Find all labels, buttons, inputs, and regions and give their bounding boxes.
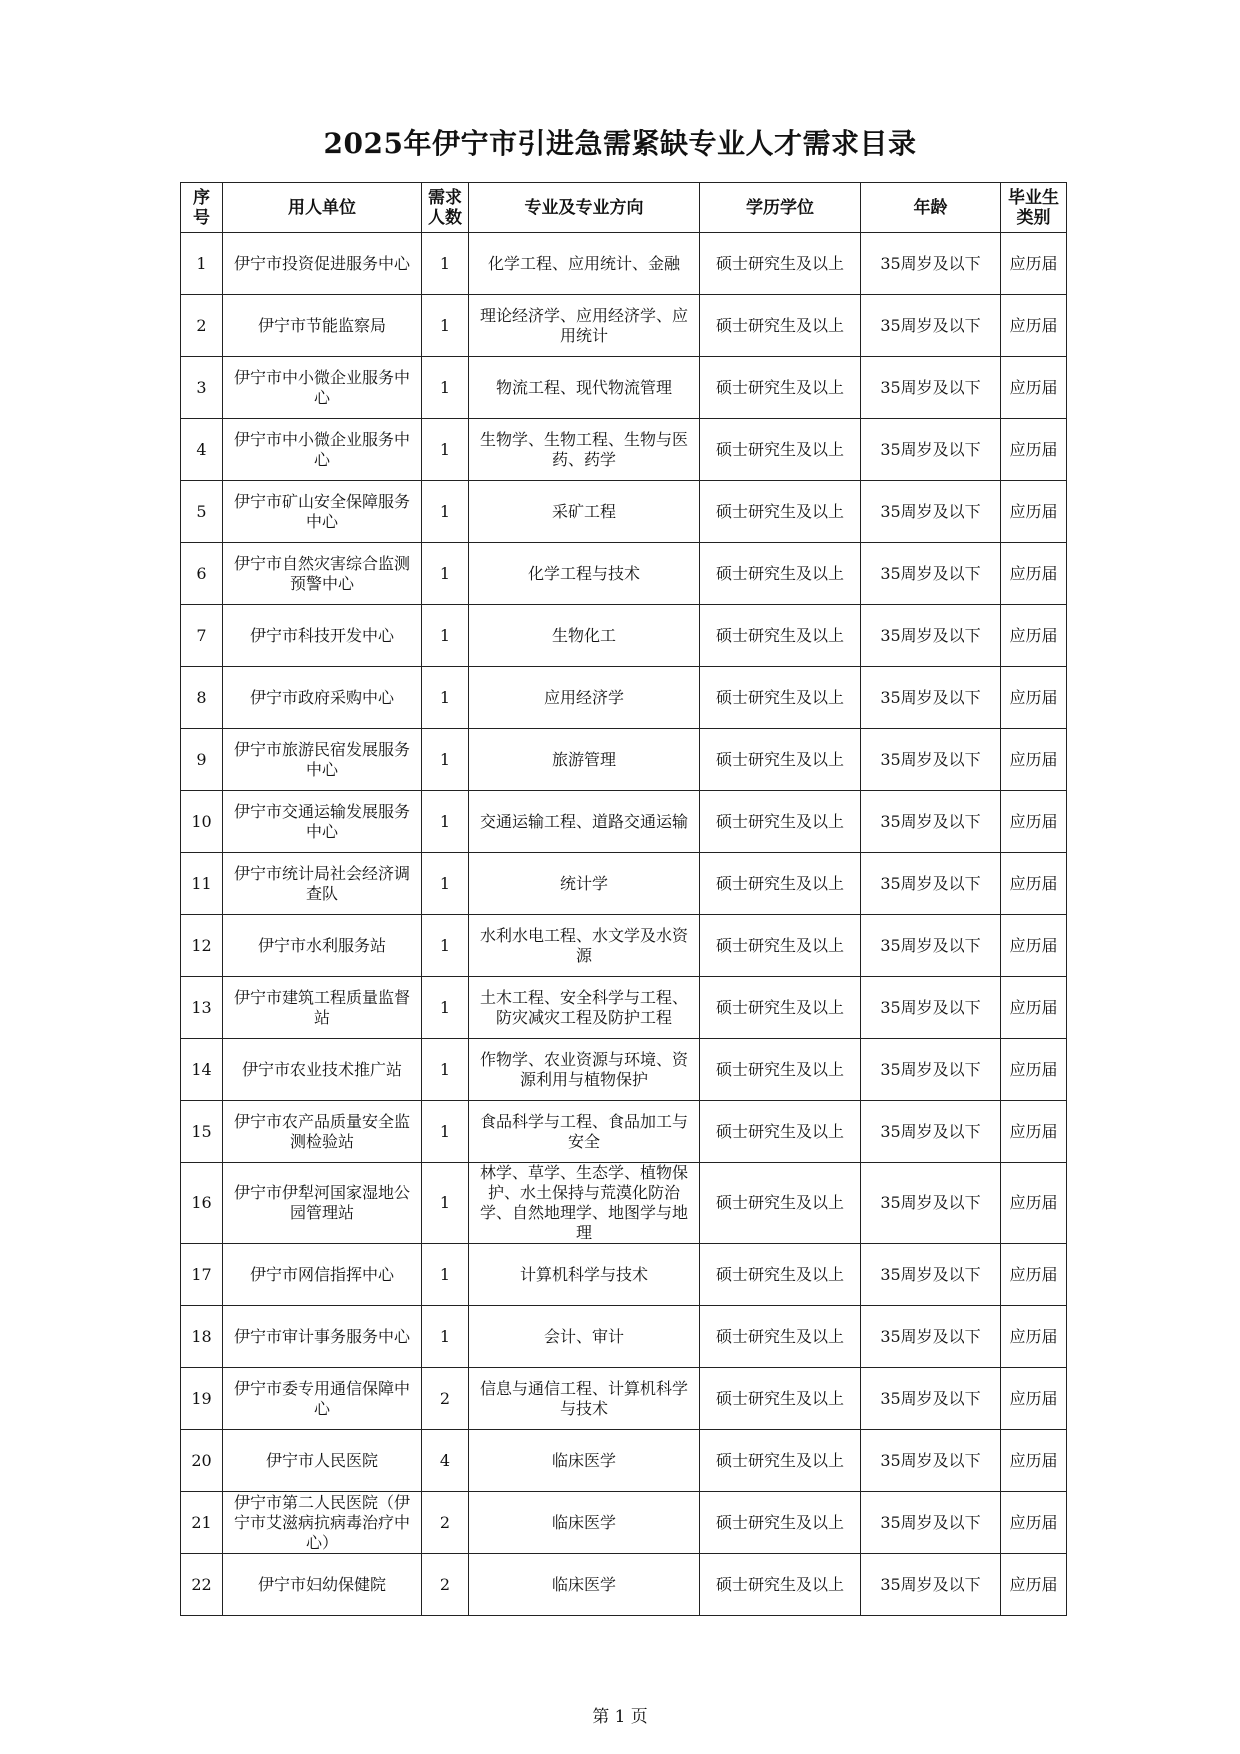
cell-degree: 硕士研究生及以上	[700, 1244, 861, 1306]
table-row	[181, 233, 1067, 295]
cell-graduate-type: 应历届	[1001, 853, 1067, 915]
cell-headcount: 1	[422, 605, 469, 667]
cell-index: 12	[181, 915, 223, 977]
cell-degree: 硕士研究生及以上	[700, 1039, 861, 1101]
cell-major: 作物学、农业资源与环境、资源利用与植物保护	[469, 1039, 700, 1101]
document-title: 2025年伊宁市引进急需紧缺专业人才需求目录	[323, 127, 917, 160]
cell-graduate-type: 应历届	[1001, 1306, 1067, 1368]
cell-employer: 伊宁市中小微企业服务中心	[223, 419, 422, 481]
cell-graduate-type: 应历届	[1001, 1101, 1067, 1163]
cell-index: 13	[181, 977, 223, 1039]
table-row	[181, 1163, 1067, 1244]
cell-headcount: 1	[422, 233, 469, 295]
cell-graduate-type: 应历届	[1001, 357, 1067, 419]
cell-age: 35周岁及以下	[861, 1368, 1001, 1430]
cell-headcount: 1	[422, 977, 469, 1039]
cell-degree: 硕士研究生及以上	[700, 1492, 861, 1554]
cell-degree: 硕士研究生及以上	[700, 295, 861, 357]
cell-index: 3	[181, 357, 223, 419]
cell-employer: 伊宁市妇幼保健院	[223, 1554, 422, 1616]
cell-headcount: 1	[422, 295, 469, 357]
cell-index: 17	[181, 1244, 223, 1306]
cell-age: 35周岁及以下	[861, 977, 1001, 1039]
cell-major: 化学工程、应用统计、金融	[469, 233, 700, 295]
cell-index: 7	[181, 605, 223, 667]
table-row	[181, 915, 1067, 977]
cell-headcount: 2	[422, 1554, 469, 1616]
cell-graduate-type: 应历届	[1001, 977, 1067, 1039]
cell-age: 35周岁及以下	[861, 1430, 1001, 1492]
cell-employer: 伊宁市审计事务服务中心	[223, 1306, 422, 1368]
cell-degree: 硕士研究生及以上	[700, 853, 861, 915]
cell-graduate-type: 应历届	[1001, 667, 1067, 729]
table-row	[181, 1554, 1067, 1616]
cell-degree: 硕士研究生及以上	[700, 977, 861, 1039]
table-row	[181, 295, 1067, 357]
cell-index: 2	[181, 295, 223, 357]
cell-headcount: 4	[422, 1430, 469, 1492]
cell-major: 临床医学	[469, 1492, 700, 1554]
cell-headcount: 1	[422, 853, 469, 915]
cell-index: 14	[181, 1039, 223, 1101]
cell-age: 35周岁及以下	[861, 853, 1001, 915]
table-row	[181, 419, 1067, 481]
table-row	[181, 729, 1067, 791]
cell-graduate-type: 应历届	[1001, 1554, 1067, 1616]
header-age: 年龄	[861, 183, 1001, 233]
cell-employer: 伊宁市第二人民医院（伊宁市艾滋病抗病毒治疗中心）	[223, 1492, 422, 1554]
table-row	[181, 667, 1067, 729]
cell-headcount: 1	[422, 1101, 469, 1163]
cell-age: 35周岁及以下	[861, 1163, 1001, 1244]
cell-employer: 伊宁市政府采购中心	[223, 667, 422, 729]
table-body	[181, 233, 1067, 1616]
table-row	[181, 605, 1067, 667]
cell-graduate-type: 应历届	[1001, 1244, 1067, 1306]
cell-index: 5	[181, 481, 223, 543]
cell-graduate-type: 应历届	[1001, 481, 1067, 543]
cell-age: 35周岁及以下	[861, 1492, 1001, 1554]
cell-headcount: 1	[422, 543, 469, 605]
cell-headcount: 1	[422, 791, 469, 853]
table-row	[181, 357, 1067, 419]
table-row	[181, 853, 1067, 915]
cell-degree: 硕士研究生及以上	[700, 233, 861, 295]
cell-graduate-type: 应历届	[1001, 605, 1067, 667]
cell-graduate-type: 应历届	[1001, 419, 1067, 481]
cell-major: 土木工程、安全科学与工程、防灾减灾工程及防护工程	[469, 977, 700, 1039]
cell-major: 水利水电工程、水文学及水资源	[469, 915, 700, 977]
cell-index: 16	[181, 1163, 223, 1244]
cell-headcount: 1	[422, 419, 469, 481]
cell-graduate-type: 应历届	[1001, 915, 1067, 977]
cell-headcount: 2	[422, 1492, 469, 1554]
table-row	[181, 1368, 1067, 1430]
cell-employer: 伊宁市交通运输发展服务中心	[223, 791, 422, 853]
cell-employer: 伊宁市节能监察局	[223, 295, 422, 357]
cell-degree: 硕士研究生及以上	[700, 481, 861, 543]
cell-employer: 伊宁市中小微企业服务中心	[223, 357, 422, 419]
cell-headcount: 1	[422, 1039, 469, 1101]
cell-age: 35周岁及以下	[861, 791, 1001, 853]
cell-headcount: 1	[422, 667, 469, 729]
cell-age: 35周岁及以下	[861, 233, 1001, 295]
page-number: 第 1 页	[592, 1707, 648, 1727]
cell-age: 35周岁及以下	[861, 729, 1001, 791]
cell-graduate-type: 应历届	[1001, 233, 1067, 295]
cell-major: 生物化工	[469, 605, 700, 667]
cell-index: 4	[181, 419, 223, 481]
cell-graduate-type: 应历届	[1001, 791, 1067, 853]
cell-major: 信息与通信工程、计算机科学与技术	[469, 1368, 700, 1430]
header-graduate-type: 毕业生类别	[1001, 183, 1067, 233]
cell-employer: 伊宁市人民医院	[223, 1430, 422, 1492]
cell-index: 9	[181, 729, 223, 791]
table-row	[181, 1039, 1067, 1101]
cell-major: 物流工程、现代物流管理	[469, 357, 700, 419]
cell-employer: 伊宁市农产品质量安全监测检验站	[223, 1101, 422, 1163]
cell-index: 19	[181, 1368, 223, 1430]
cell-graduate-type: 应历届	[1001, 729, 1067, 791]
cell-degree: 硕士研究生及以上	[700, 357, 861, 419]
table-row	[181, 1306, 1067, 1368]
cell-graduate-type: 应历届	[1001, 1163, 1067, 1244]
cell-age: 35周岁及以下	[861, 1101, 1001, 1163]
cell-headcount: 1	[422, 1306, 469, 1368]
cell-major: 旅游管理	[469, 729, 700, 791]
talent-demand-table	[180, 182, 1067, 1616]
cell-major: 食品科学与工程、食品加工与安全	[469, 1101, 700, 1163]
cell-age: 35周岁及以下	[861, 481, 1001, 543]
table-row	[181, 481, 1067, 543]
cell-employer: 伊宁市农业技术推广站	[223, 1039, 422, 1101]
cell-age: 35周岁及以下	[861, 915, 1001, 977]
cell-degree: 硕士研究生及以上	[700, 543, 861, 605]
cell-index: 18	[181, 1306, 223, 1368]
cell-major: 会计、审计	[469, 1306, 700, 1368]
cell-age: 35周岁及以下	[861, 1306, 1001, 1368]
cell-index: 21	[181, 1492, 223, 1554]
cell-age: 35周岁及以下	[861, 543, 1001, 605]
cell-degree: 硕士研究生及以上	[700, 667, 861, 729]
cell-headcount: 1	[422, 357, 469, 419]
header-headcount: 需求人数	[422, 183, 469, 233]
cell-employer: 伊宁市统计局社会经济调查队	[223, 853, 422, 915]
table-row	[181, 543, 1067, 605]
cell-degree: 硕士研究生及以上	[700, 915, 861, 977]
table-row	[181, 977, 1067, 1039]
cell-degree: 硕士研究生及以上	[700, 1430, 861, 1492]
table-header-row	[181, 183, 1067, 233]
cell-major: 临床医学	[469, 1554, 700, 1616]
table-row	[181, 1101, 1067, 1163]
cell-degree: 硕士研究生及以上	[700, 1306, 861, 1368]
cell-index: 15	[181, 1101, 223, 1163]
cell-employer: 伊宁市委专用通信保障中心	[223, 1368, 422, 1430]
cell-employer: 伊宁市矿山安全保障服务中心	[223, 481, 422, 543]
cell-graduate-type: 应历届	[1001, 295, 1067, 357]
cell-graduate-type: 应历届	[1001, 1039, 1067, 1101]
cell-major: 理论经济学、应用经济学、应用统计	[469, 295, 700, 357]
header-degree: 学历学位	[700, 183, 861, 233]
cell-major: 计算机科学与技术	[469, 1244, 700, 1306]
header-employer: 用人单位	[223, 183, 422, 233]
cell-age: 35周岁及以下	[861, 667, 1001, 729]
cell-headcount: 1	[422, 481, 469, 543]
cell-headcount: 1	[422, 729, 469, 791]
cell-degree: 硕士研究生及以上	[700, 1101, 861, 1163]
cell-major: 临床医学	[469, 1430, 700, 1492]
cell-major: 化学工程与技术	[469, 543, 700, 605]
cell-headcount: 2	[422, 1368, 469, 1430]
cell-age: 35周岁及以下	[861, 1039, 1001, 1101]
cell-index: 20	[181, 1430, 223, 1492]
cell-employer: 伊宁市旅游民宿发展服务中心	[223, 729, 422, 791]
table-row	[181, 791, 1067, 853]
cell-age: 35周岁及以下	[861, 605, 1001, 667]
header-major: 专业及专业方向	[469, 183, 700, 233]
table-row	[181, 1244, 1067, 1306]
cell-employer: 伊宁市自然灾害综合监测预警中心	[223, 543, 422, 605]
cell-employer: 伊宁市伊犁河国家湿地公园管理站	[223, 1163, 422, 1244]
cell-degree: 硕士研究生及以上	[700, 419, 861, 481]
cell-age: 35周岁及以下	[861, 1554, 1001, 1616]
cell-age: 35周岁及以下	[861, 1244, 1001, 1306]
cell-index: 10	[181, 791, 223, 853]
cell-degree: 硕士研究生及以上	[700, 1368, 861, 1430]
cell-major: 统计学	[469, 853, 700, 915]
cell-index: 8	[181, 667, 223, 729]
cell-major: 交通运输工程、道路交通运输	[469, 791, 700, 853]
cell-degree: 硕士研究生及以上	[700, 1554, 861, 1616]
cell-graduate-type: 应历届	[1001, 1492, 1067, 1554]
cell-age: 35周岁及以下	[861, 419, 1001, 481]
cell-graduate-type: 应历届	[1001, 1368, 1067, 1430]
cell-employer: 伊宁市网信指挥中心	[223, 1244, 422, 1306]
header-index: 序号	[181, 183, 223, 233]
cell-headcount: 1	[422, 1244, 469, 1306]
cell-index: 1	[181, 233, 223, 295]
cell-degree: 硕士研究生及以上	[700, 791, 861, 853]
cell-age: 35周岁及以下	[861, 357, 1001, 419]
cell-index: 11	[181, 853, 223, 915]
cell-graduate-type: 应历届	[1001, 1430, 1067, 1492]
cell-index: 6	[181, 543, 223, 605]
cell-major: 应用经济学	[469, 667, 700, 729]
cell-degree: 硕士研究生及以上	[700, 605, 861, 667]
cell-age: 35周岁及以下	[861, 295, 1001, 357]
cell-major: 采矿工程	[469, 481, 700, 543]
cell-major: 林学、草学、生态学、植物保护、水土保持与荒漠化防治学、自然地理学、地图学与地理	[469, 1163, 700, 1244]
cell-graduate-type: 应历届	[1001, 543, 1067, 605]
cell-employer: 伊宁市水利服务站	[223, 915, 422, 977]
cell-employer: 伊宁市科技开发中心	[223, 605, 422, 667]
table-row	[181, 1492, 1067, 1554]
cell-employer: 伊宁市投资促进服务中心	[223, 233, 422, 295]
cell-degree: 硕士研究生及以上	[700, 729, 861, 791]
cell-degree: 硕士研究生及以上	[700, 1163, 861, 1244]
cell-headcount: 1	[422, 1163, 469, 1244]
cell-index: 22	[181, 1554, 223, 1616]
cell-headcount: 1	[422, 915, 469, 977]
cell-employer: 伊宁市建筑工程质量监督站	[223, 977, 422, 1039]
cell-major: 生物学、生物工程、生物与医药、药学	[469, 419, 700, 481]
table-row	[181, 1430, 1067, 1492]
